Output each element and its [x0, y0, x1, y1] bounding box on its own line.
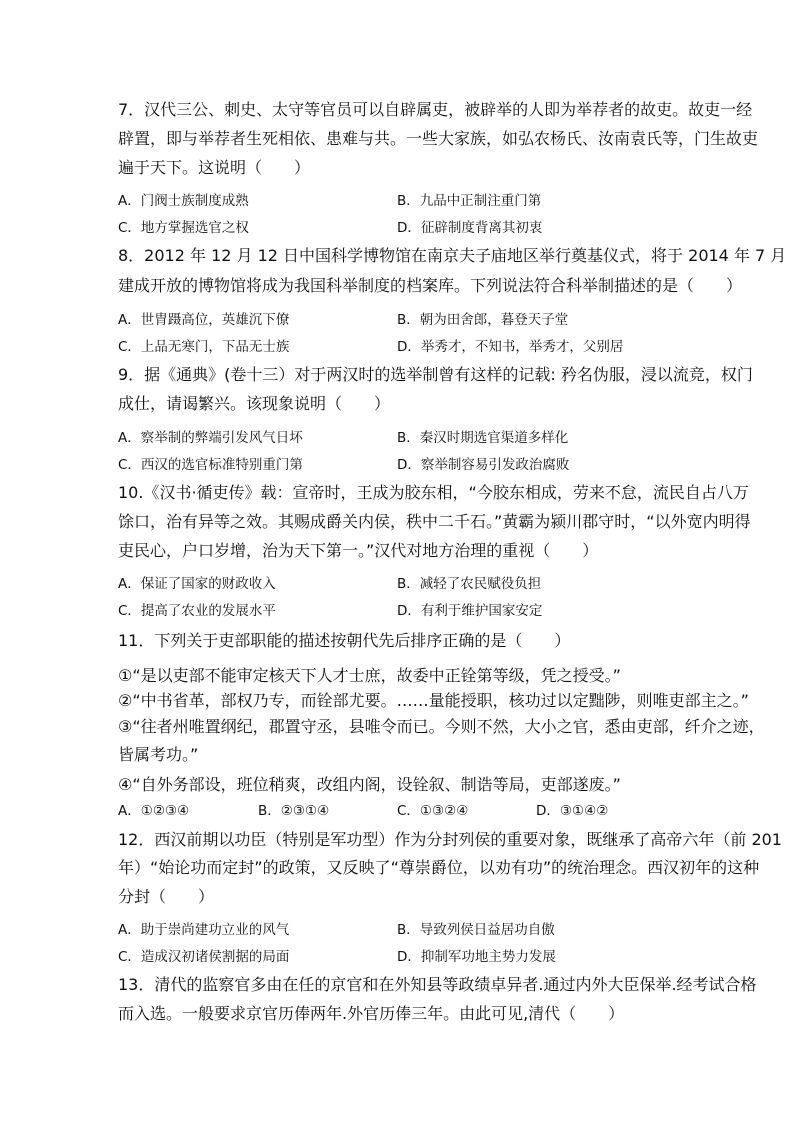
option-c: C．地方掌握选官之权: [118, 220, 249, 236]
question-text-line: 12．西汉前期以功臣（特别是军功型）作为分封列侯的重要对象，既继承了高帝六年（前 201: [118, 830, 782, 849]
option-b: B．朝为田舍郎，暮登天子堂: [397, 312, 569, 328]
statement-4: ④“自外务部设，班位稍爽，改组内阁，设铨叙、制诰等局，吏部遂废。”: [118, 775, 621, 794]
option-a: A．保证了国家的财政收入: [118, 576, 276, 592]
option-d: D．③①④②: [536, 803, 609, 819]
option-d: D．抑制军功地主势力发展: [397, 949, 556, 965]
option-d: D．察举制容易引发政治腐败: [397, 457, 570, 473]
option-c: C．上品无寒门，下品无士族: [118, 339, 290, 355]
question-text-line: 吏民心，户口岁增，治为天下第一。”汉代对地方治理的重视（ ）: [118, 541, 599, 560]
option-d: D．征辟制度背离其初衷: [397, 220, 543, 236]
question-text-line: 10.《汉书·循吏传》载：宣帝时，王成为胶东相，“今胶东相成，劳来不怠，流民自占八万: [118, 483, 749, 502]
option-a: A．世胄蹑高位，英雄沉下僚: [118, 312, 290, 328]
option-b: B．九品中正制注重门第: [397, 193, 542, 209]
question-text-line: 11．下列关于吏部职能的描述按朝代先后排序正确的是（ ）: [118, 631, 571, 650]
question-text-line: 建成开放的博物馆将成为我国科举制度的档案库。下列说法符合科举制描述的是（ ）: [118, 276, 743, 295]
option-c: C．①③②④: [397, 803, 469, 819]
question-text-line: 年）“始论功而定封”的政策，又反映了“尊崇爵位，以劝有功”的统治理念。西汉初年的这种: [118, 858, 760, 877]
question-text-line: 而入选。一般要求京官历俸两年.外官历俸三年。由此可见,清代（ ）: [118, 1004, 625, 1023]
option-d: D．举秀才，不知书，举秀才，父别居: [397, 339, 624, 355]
question-text-line: 馀口，治有异等之效。其赐成爵关内侯，秩中二千石。”黄霸为颍川郡守时，“以外宽内明得: [118, 512, 751, 531]
option-a: A．①②③④: [118, 803, 190, 819]
statement-3-cont: 皆属考功。”: [118, 745, 199, 764]
question-text-line: 7．汉代三公、刺史、太守等官员可以自辟属吏，被辟举的人即为举荐者的故吏。故吏一经: [118, 100, 753, 119]
option-d: D．有利于维护国家安定: [397, 603, 543, 619]
option-c: C．造成汉初诸侯割据的局面: [118, 949, 290, 965]
question-text-line: 遍于天下。这说明（ ）: [118, 158, 311, 177]
option-a: A．察举制的弊端引发风气日坏: [118, 430, 303, 446]
question-text-line: 辟置，即与举荐者生死相依、患难与共。一些大家族，如弘农杨氏、汝南袁氏等，门生故吏: [118, 129, 759, 148]
question-text-line: 8．2012 年 12 月 12 日中国科学博物馆在南京夫子庙地区举行奠基仪式，将于 2014 年 7 月: [118, 246, 787, 265]
question-text-line: 13．清代的监察官多由在任的京官和在外知县等政绩卓异者.通过内外大臣保举.经考试合格: [118, 975, 757, 994]
option-b: B．秦汉时期选官渠道多样化: [397, 430, 569, 446]
statement-3: ③“往者州唯置纲纪，郡置守丞，县唯令而已。今则不然，大小之官，悉由吏部，纤介之迹，: [118, 717, 765, 736]
option-a: A．助于崇尚建功立业的风气: [118, 922, 290, 938]
option-b: B．减轻了农民赋役负担: [397, 576, 542, 592]
question-text-line: 成仕，请谒繁兴。该现象说明（ ）: [118, 394, 391, 413]
statement-1: ①“是以吏部不能审定核天下人才士庶，故委中正铨第等级，凭之授受。”: [118, 666, 621, 685]
statement-2: ②“中书省革，部权乃专，而铨部尤要。……量能授职，核功过以定黜陟，则唯吏部主之。”: [118, 691, 749, 710]
option-c: C．西汉的选官标准特别重门第: [118, 457, 303, 473]
question-text-line: 9．据《通典》(卷十三）对于两汉时的选举制曾有这样的记载: 矜名伪服，浸以流竞，权门: [118, 365, 753, 384]
option-b: B．导致列侯日益居功自傲: [397, 922, 555, 938]
option-c: C．提高了农业的发展水平: [118, 603, 276, 619]
option-a: A．门阀士族制度成熟: [118, 193, 249, 209]
question-text-line: 分封（ ）: [118, 887, 215, 906]
option-b: B．②③①④: [258, 803, 330, 819]
